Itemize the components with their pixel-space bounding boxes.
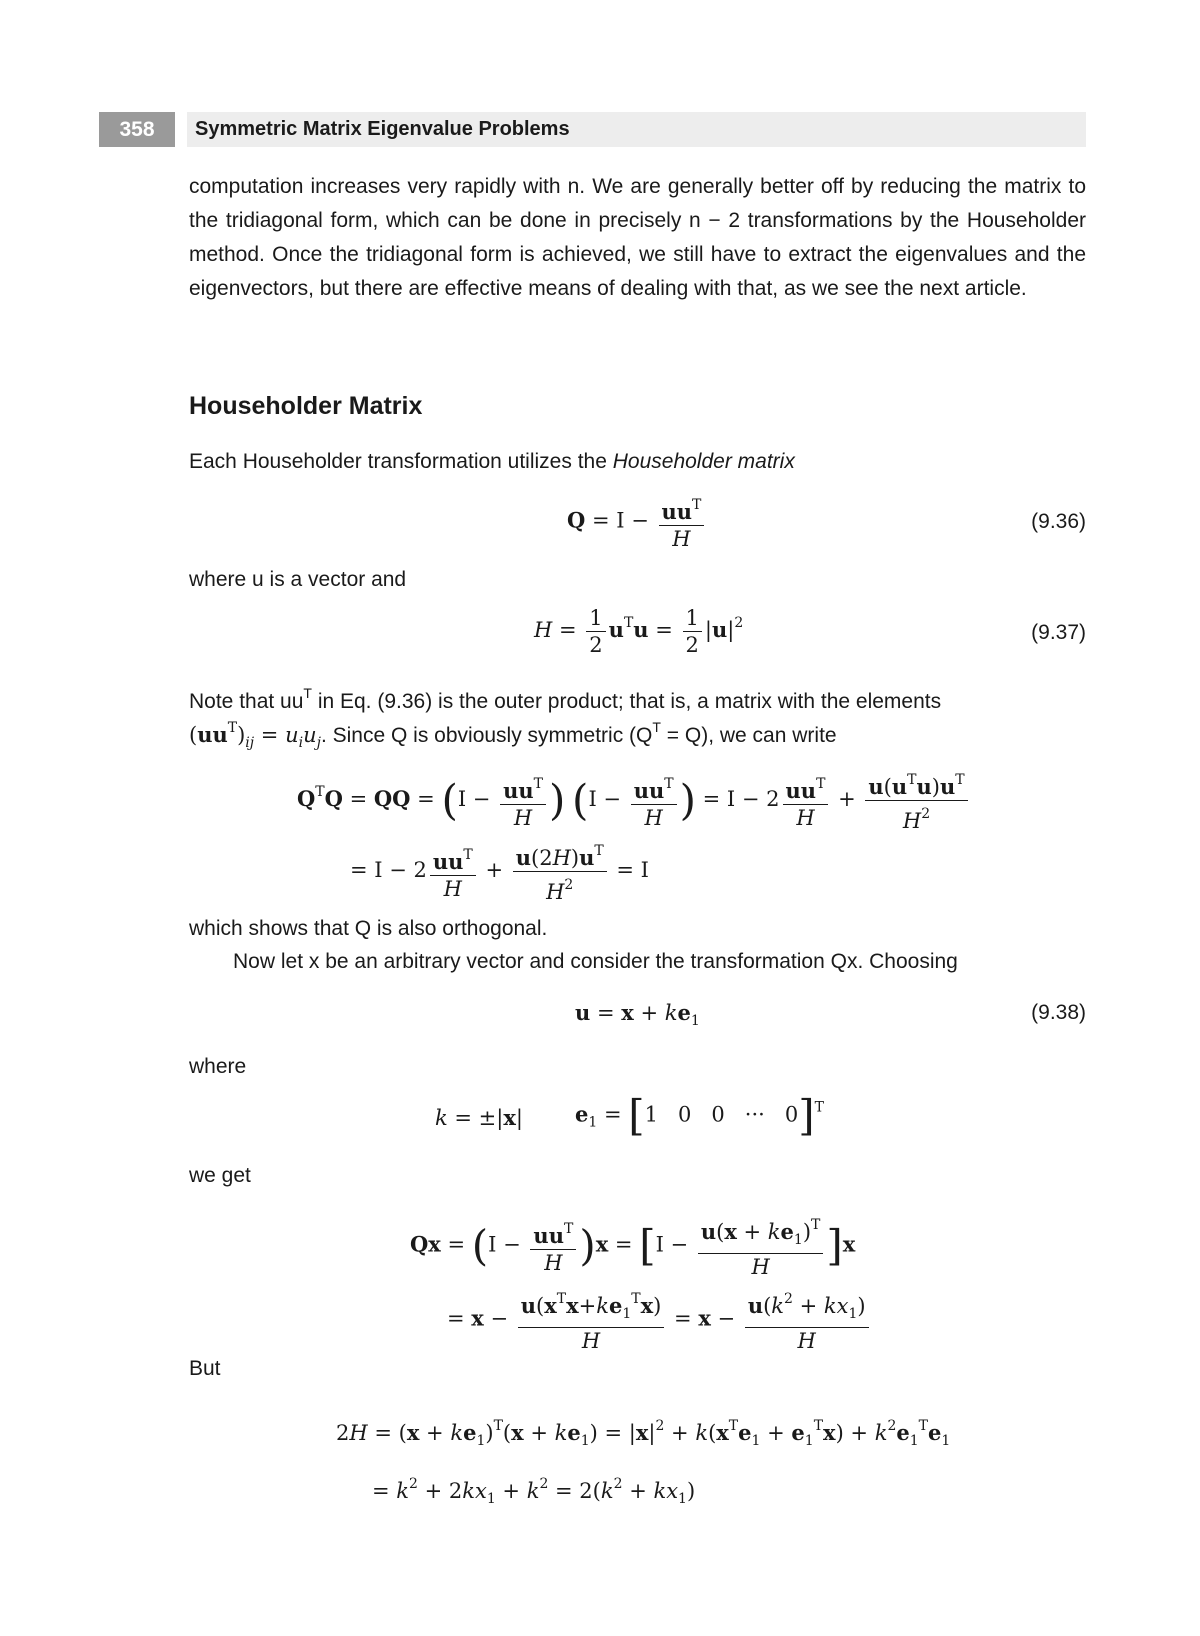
2h-derivation-line-2: = $k^2 + 2kx_1 + k^2 = 2(k^2 + kx_1)$	[372, 1476, 696, 1507]
where-text: where	[189, 1055, 247, 1078]
note-paragraph-line-2: $(uu^T)_{ij} = u_iu_j$. Since Q is obviously symmetric $(Q^T = Q)$, we can write	[189, 719, 837, 751]
equation-number-9-37: (9.37)	[1031, 621, 1086, 644]
equation-9-38: $u = x + ke_1$	[575, 1000, 700, 1029]
now-let-text: Now let x be an arbitrary vector and consider the transformation Qx. Choosing	[233, 950, 958, 973]
we-get-text: we get	[189, 1164, 251, 1187]
running-title: Symmetric Matrix Eigenvalue Problems	[187, 112, 1086, 147]
page-number: 358	[99, 112, 175, 147]
note-text-a: Note that uu	[189, 690, 304, 713]
2h-derivation-line-1: $2H = (x + ke_1)^T(x + ke_1) = |x|^2 + k(x^Te_1 + e_1^Tx) + k^2e_1^Te_1$	[336, 1418, 951, 1449]
e1-definition: $e_1 = [1$ 0 0 ··· 0]$^T$	[575, 1091, 824, 1140]
where-u-text: where u is a vector and	[189, 568, 407, 591]
k-definition: k = ±|x|	[435, 1105, 523, 1130]
householder-matrix-term: Householder matrix	[612, 450, 795, 473]
note-text-d: = Q), we can write	[660, 724, 837, 747]
equation-9-36: Q = I − $\frac{uu^T}{H}$	[567, 492, 707, 552]
running-header	[99, 112, 1086, 147]
orthogonality-derivation-line-2: = I − 2 $\frac{uu^T}{H}$ + $\frac{u(2H)u^T}{H^2}$ = I	[350, 838, 649, 905]
householder-intro	[189, 445, 795, 479]
qx-derivation-line-2: = x − $\frac{u(x^Tx+ke_1^Tx)}{H}$ = x − $\frac{u(k^2 + kx_1)}{H}$	[447, 1286, 872, 1354]
note-text-c: . Since Q is obviously symmetric (Q	[320, 724, 653, 747]
orthogonal-text: which shows that Q is also orthogonal.	[189, 917, 548, 940]
equation-9-37: H = $\frac{1}{2}$ $u^Tu$ = $\frac{1}{2}$ $|u|^2$	[534, 606, 744, 657]
but-text: But	[189, 1357, 221, 1380]
intro-paragraph: computation increases very rapidly with n. We are generally better off by reducing the matrix to the tridiagonal form, which can be done in precisely n − 2 transformations by the Householder method. Once the tridiagonal form is achieved, we still have to extract the eigenvalues and the eigenvectors, but there are effective means of dealing with that, as we see the next article.	[189, 175, 1086, 300]
note-paragraph-line-1: Note that $uu^T$ in Eq. (9.36) is the outer product; that is, a matrix with the elements	[189, 685, 942, 713]
householder-intro-text: Each Householder transformation utilizes the	[189, 450, 613, 473]
section-heading: Householder Matrix	[189, 392, 423, 420]
equation-number-9-36: (9.36)	[1031, 510, 1086, 533]
orthogonality-derivation-line-1: $Q^TQ$ = QQ = (I − $\frac{uu^T}{H}$ ) (I − $\frac{uu^T}{H}$ ) = I − 2 $\frac{uu^T}{H}$ + $\frac{u(u^Tu)u^T}{H^2}$	[297, 767, 971, 834]
qx-derivation-line-1: Qx = (I − $\frac{uu^T}{H}$ )x = [I − $\frac{u(x + ke_1)^T}{H}$ ]x	[410, 1212, 855, 1280]
equation-number-9-38: (9.38)	[1031, 1001, 1086, 1024]
note-text-b: in Eq. (9.36) is the outer product; that is, a matrix with the elements	[311, 690, 942, 713]
